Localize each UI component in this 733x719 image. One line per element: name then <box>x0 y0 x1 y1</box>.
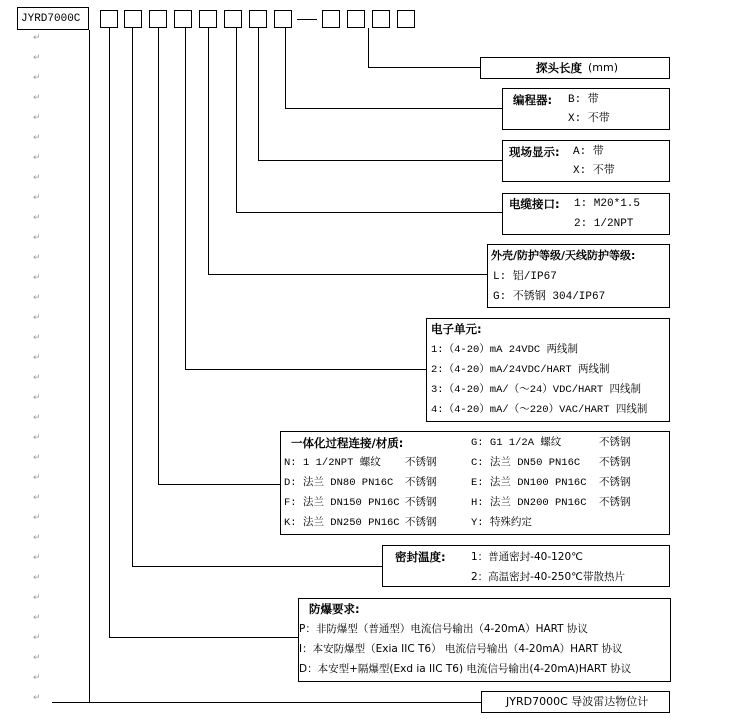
code-slot-9 <box>322 10 340 28</box>
housing-option-l: L: 铝/IP67 <box>493 271 557 283</box>
code-slot-4 <box>174 10 192 28</box>
paragraph-mark: ↵ <box>33 313 41 323</box>
connector-electronics-h <box>185 369 426 370</box>
process-cell: D: <box>284 477 297 489</box>
paragraph-mark: ↵ <box>33 193 41 203</box>
process-cell: 不锈钢 <box>599 457 631 469</box>
cable-option-1: 1: M20*1.5 <box>574 198 641 210</box>
explosion-box <box>298 598 671 682</box>
paragraph-mark: ↵ <box>33 333 41 343</box>
probe-length-unit: (mm) <box>588 61 619 74</box>
paragraph-mark: ↵ <box>33 653 41 663</box>
connector-cable-h <box>236 212 502 213</box>
process-cell: C: 法兰 DN50 PN16C <box>471 457 581 469</box>
paragraph-mark: ↵ <box>33 33 41 43</box>
connector-seal <box>132 28 133 566</box>
model-code-box <box>17 7 89 30</box>
process-cell: N: <box>284 457 297 469</box>
paragraph-mark: ↵ <box>33 273 41 283</box>
connector-product-h <box>52 702 481 703</box>
process-cell: 不锈钢 <box>405 477 437 489</box>
cable-box <box>502 193 670 235</box>
code-slot-8 <box>274 10 292 28</box>
paragraph-mark: ↵ <box>33 53 41 63</box>
connector-probe-h <box>368 67 480 68</box>
paragraph-mark: ↵ <box>33 473 41 483</box>
code-slot-12 <box>397 10 415 28</box>
paragraph-mark: ↵ <box>33 513 41 523</box>
paragraph-mark: ↵ <box>33 393 41 403</box>
process-cell: E: 法兰 DN100 PN16C <box>471 477 587 489</box>
electronics-option-2: 2:（4-20）mA/24VDC/HART 两线制 <box>431 364 610 376</box>
encoder-box <box>502 88 670 130</box>
probe-length-title: 探头长度 <box>536 61 582 75</box>
paragraph-mark: ↵ <box>33 453 41 463</box>
paragraph-mark: ↵ <box>33 413 41 423</box>
code-slot-11 <box>372 10 390 28</box>
paragraph-mark: ↵ <box>33 693 41 703</box>
process-title: 一体化过程连接/材质: <box>291 436 404 450</box>
code-slot-10 <box>347 10 365 28</box>
product-box <box>481 691 670 713</box>
code-dash <box>297 19 317 20</box>
connector-explosion-h <box>109 637 299 638</box>
paragraph-mark: ↵ <box>33 373 41 383</box>
code-slot-5 <box>199 10 217 28</box>
process-cell: F: <box>284 497 297 509</box>
process-cell: 1 1/2NPT 螺纹 <box>303 457 381 469</box>
paragraph-mark: ↵ <box>33 133 41 143</box>
process-cell: 不锈钢 <box>405 497 437 509</box>
process-cell: Y: 特殊约定 <box>471 517 532 529</box>
housing-box <box>487 244 670 308</box>
connector-explosion <box>109 28 110 637</box>
seal-title: 密封温度: <box>395 550 446 564</box>
paragraph-mark: ↵ <box>33 353 41 363</box>
connector-process <box>158 28 159 484</box>
process-box <box>280 431 670 535</box>
explosion-option-p: P：非防爆型（普通型）电流信号输出（4-20mA）HART 协议 <box>299 623 588 635</box>
connector-product <box>89 30 90 702</box>
code-slot-1 <box>100 10 118 28</box>
process-cell: G: G1 1/2A 螺纹 <box>471 437 562 449</box>
process-cell: 法兰 DN150 PN16C <box>303 497 400 509</box>
explosion-title: 防爆要求: <box>309 602 360 616</box>
electronics-option-3: 3:（4-20）mA/（～24）VDC/HART 四线制 <box>431 384 642 396</box>
explosion-option-d: D：本安型+隔爆型(Exd ia IIC T6) 电流信号输出(4-20mA)HART 协议 <box>299 663 632 675</box>
paragraph-mark: ↵ <box>33 673 41 683</box>
seal-option-1: 1：普通密封-40-120℃ <box>471 551 583 563</box>
connector-cable <box>236 28 237 212</box>
connector-encoder-h <box>285 108 502 109</box>
process-cell: 法兰 DN250 PN16C <box>303 517 400 529</box>
paragraph-mark: ↵ <box>33 233 41 243</box>
electronics-box <box>426 318 670 422</box>
paragraph-mark: ↵ <box>33 253 41 263</box>
process-cell: 不锈钢 <box>599 497 631 509</box>
connector-electronics <box>185 28 186 369</box>
connector-housing <box>208 28 209 274</box>
display-title: 现场显示: <box>509 145 560 159</box>
code-slot-6 <box>224 10 242 28</box>
code-slot-2 <box>124 10 142 28</box>
process-cell: 不锈钢 <box>405 517 437 529</box>
process-cell: 不锈钢 <box>599 477 631 489</box>
connector-probe <box>368 28 369 67</box>
process-cell: 法兰 DN80 PN16C <box>303 477 394 489</box>
encoder-title: 编程器: <box>513 93 553 107</box>
connector-display-h <box>258 160 502 161</box>
paragraph-mark: ↵ <box>33 113 41 123</box>
cable-title: 电缆接口: <box>509 197 560 211</box>
display-box <box>502 140 670 182</box>
paragraph-mark: ↵ <box>33 533 41 543</box>
encoder-option-b: B: 带 <box>568 94 599 106</box>
paragraph-mark: ↵ <box>33 153 41 163</box>
electronics-option-1: 1:（4-20）mA 24VDC 两线制 <box>431 344 579 356</box>
probe-length-box <box>480 57 670 79</box>
paragraph-mark: ↵ <box>33 93 41 103</box>
housing-option-g: G: 不锈钢 304/IP67 <box>493 291 606 303</box>
paragraph-mark: ↵ <box>33 213 41 223</box>
paragraph-mark: ↵ <box>33 433 41 443</box>
electronics-option-4: 4:（4-20）mA/（～220）VAC/HART 四线制 <box>431 404 648 416</box>
code-slot-7 <box>249 10 267 28</box>
cable-option-2: 2: 1/2NPT <box>574 218 634 230</box>
seal-option-2: 2：高温密封-40-250℃带散热片 <box>471 571 625 583</box>
display-option-x: X: 不带 <box>573 165 615 177</box>
paragraph-mark: ↵ <box>33 613 41 623</box>
product-title: JYRD7000C 导波雷达物位计 <box>506 695 649 708</box>
paragraph-mark: ↵ <box>33 553 41 563</box>
process-cell: K: <box>284 517 297 529</box>
display-option-a: A: 带 <box>573 146 604 158</box>
paragraph-mark: ↵ <box>33 293 41 303</box>
model-code-label: JYRD7000C <box>21 13 81 25</box>
connector-display <box>258 28 259 160</box>
encoder-option-x: X: 不带 <box>568 113 610 125</box>
paragraph-mark: ↵ <box>33 573 41 583</box>
connector-process-h <box>158 484 280 485</box>
paragraph-mark: ↵ <box>33 593 41 603</box>
process-cell: 不锈钢 <box>405 457 437 469</box>
paragraph-mark: ↵ <box>33 633 41 643</box>
paragraph-mark: ↵ <box>33 173 41 183</box>
electronics-title: 电子单元: <box>431 322 482 336</box>
paragraph-mark: ↵ <box>33 73 41 83</box>
process-cell: 不锈钢 <box>599 437 631 449</box>
paragraph-mark: ↵ <box>33 493 41 503</box>
connector-housing-h <box>208 274 487 275</box>
process-cell: H: 法兰 DN200 PN16C <box>471 497 587 509</box>
connector-seal-h <box>132 566 382 567</box>
code-slot-3 <box>149 10 167 28</box>
housing-title: 外壳/防护等级/天线防护等级: <box>491 249 636 262</box>
connector-encoder <box>285 28 286 108</box>
seal-box <box>382 545 670 587</box>
explosion-option-i: I：本安防爆型（Exia IIC T6） 电流信号输出（4-20mA）HART 协议 <box>299 643 623 655</box>
